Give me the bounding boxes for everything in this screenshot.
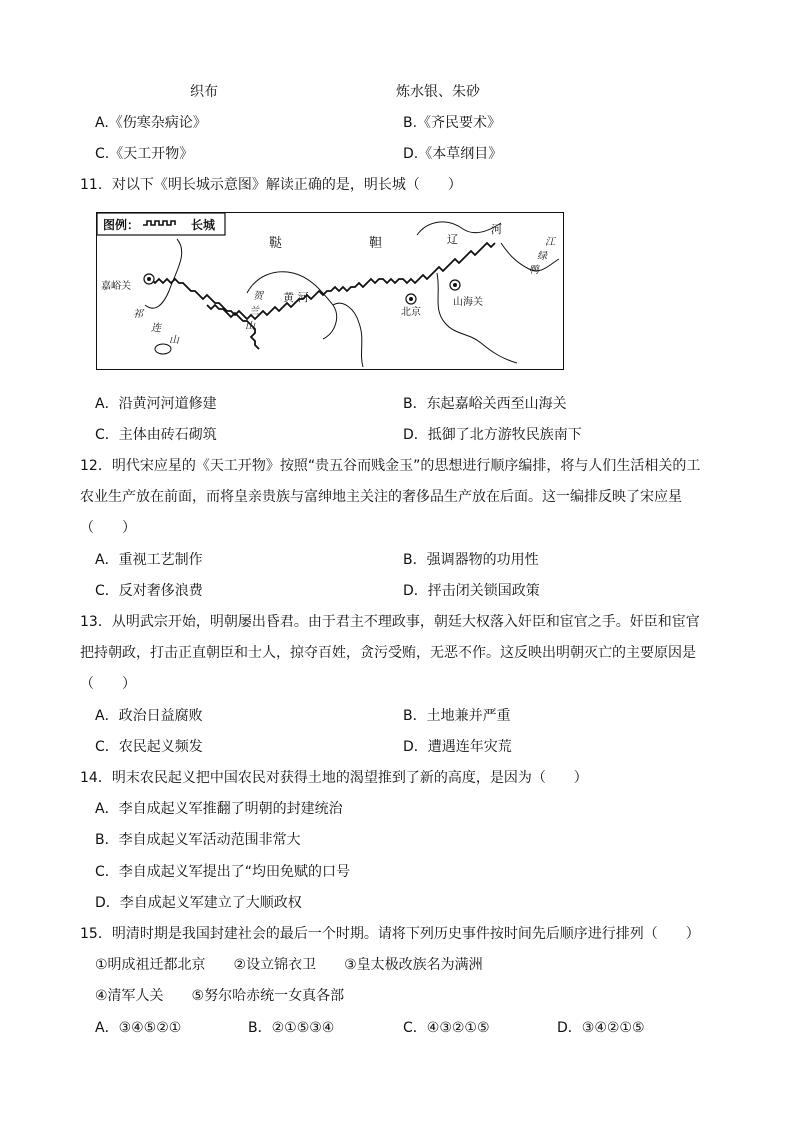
ming-great-wall-map (96, 212, 564, 370)
q12-option-a: A．重视工艺制作 (95, 552, 203, 568)
label-helan-he: 贺 (253, 291, 263, 302)
q14-option-c: C．李自成起义军提出了“均田免赋的口号 (95, 864, 351, 880)
great-wall-line (151, 243, 495, 319)
q15-option-a: A．③④⑤②① (95, 1020, 182, 1036)
q10-option-d: D.《本草纲目》 (403, 146, 503, 162)
q13-stem-line1: 13．从明武宗开始，明朝屡出昏君。由于君主不理政事，朝廷大权落入奸臣和宦官之手。奸臣和宦官 (80, 614, 700, 630)
q13-option-d: D．遭遇连年灾荒 (403, 739, 512, 755)
label-da: 鞑 (269, 236, 283, 251)
q12-option-b: B．强调器物的功用性 (403, 552, 539, 568)
label-shan-qilian: 山 (169, 335, 179, 346)
q10-option-b: B.《齐民要术》 (403, 115, 502, 131)
q13-option-b: B．土地兼并严重 (403, 708, 511, 724)
q12-option-d: D．抨击闭关锁国政策 (403, 583, 540, 599)
q11-option-c: C．主体由砖石砌筑 (95, 427, 217, 443)
q14-option-b: B．李自成起义军活动范围非常大 (95, 832, 301, 848)
q11-option-b: B．东起嘉峪关西至山海关 (403, 396, 567, 412)
q13-option-a: A．政治日益腐败 (95, 708, 203, 724)
q13-stem-line2: 把持朝政，打击正直朝臣和士人，掠夺百姓，贪污受贿，无恶不作。这反映出明朝灭亡的主要原因是 (80, 645, 696, 661)
q10-left-label: 织布 (190, 84, 218, 100)
jiayuguan-marker-dot (147, 277, 151, 281)
q12-stem-line1: 12．明代宋应星的《天工开物》按照“贵五谷而贱金玉”的思想进行顺序编排，将与人们生活相关的工 (80, 458, 701, 474)
label-yalu-ya: 鸭 (529, 265, 539, 276)
label-dan: 靼 (369, 236, 383, 251)
coastline (437, 273, 517, 363)
river-upper (145, 239, 182, 308)
label-qi: 祁 (133, 309, 143, 320)
label-lian: 连 (151, 323, 161, 334)
label-huanghe: 黄 河 (283, 291, 309, 304)
q15-stem: 15．明清时期是我国封建社会的最后一个时期。请将下列历史事件按时间先后顺序进行排列（ ） (80, 926, 700, 942)
q11-option-a: A．沿黄河河道修建 (95, 396, 217, 412)
label-he: 河 (491, 223, 502, 236)
label-shanhaiguan: 山海关 (453, 297, 483, 308)
map-drawing (97, 213, 563, 369)
liao-river (417, 222, 501, 235)
q13-option-c: C．农民起义频发 (95, 739, 203, 755)
q15-option-b: B．②①⑤③④ (248, 1020, 335, 1036)
q11-option-d: D．抵御了北方游牧民族南下 (403, 427, 582, 443)
q15-events-line1: ①明成祖迁都北京 ②设立锦衣卫 ③皇太极改族名为满洲 (95, 957, 483, 973)
q14-option-a: A．李自成起义军推翻了明朝的封建统治 (95, 801, 343, 817)
q15-option-d: D．③④②①⑤ (557, 1020, 645, 1036)
q13-stem-line3: （ ） (80, 676, 136, 692)
label-beijing: 北京 (401, 307, 421, 318)
q12-option-c: C．反对奢侈浪费 (95, 583, 203, 599)
legend-title: 图例： (103, 218, 140, 232)
q12-stem-line3: （ ） (80, 520, 136, 536)
label-yalu-lu: 绿 (537, 251, 547, 262)
q14-stem: 14．明末农民起义把中国农民对获得土地的渴望推到了新的高度，是因为（ ） (80, 770, 588, 786)
label-jiang: 江 (545, 237, 555, 248)
q10-option-c: C.《天工开物》 (95, 146, 194, 162)
q10-option-a: A.《伤寒杂病论》 (95, 115, 207, 131)
q10-right-label: 炼水银、朱砂 (396, 84, 480, 100)
label-helan-shan: 山 (245, 321, 255, 332)
q12-stem-line2: 农业生产放在前面，而将皇亲贵族与富绅地主关注的奢侈品生产放在后面。这一编排反映了宋应星 (80, 489, 682, 505)
q14-option-d: D．李自成起义军建立了大顺政权 (95, 895, 302, 911)
q11-stem: 11．对以下《明长城示意图》解读正确的是，明长城（ ） (80, 177, 462, 193)
label-liao: 辽 (447, 233, 458, 246)
q15-events-line2: ④清军人关 ⑤努尔哈赤统一女真各部 (95, 988, 345, 1004)
q15-option-c: C．④③②①⑤ (403, 1020, 490, 1036)
river-lower (333, 303, 363, 367)
legend-wall-label: 长城 (191, 218, 216, 232)
label-jiayuguan: 嘉峪关 (101, 281, 131, 292)
beijing-marker-dot (409, 297, 413, 301)
shanhaiguan-marker-dot (453, 283, 457, 287)
label-helan-lan: 兰 (249, 306, 259, 317)
